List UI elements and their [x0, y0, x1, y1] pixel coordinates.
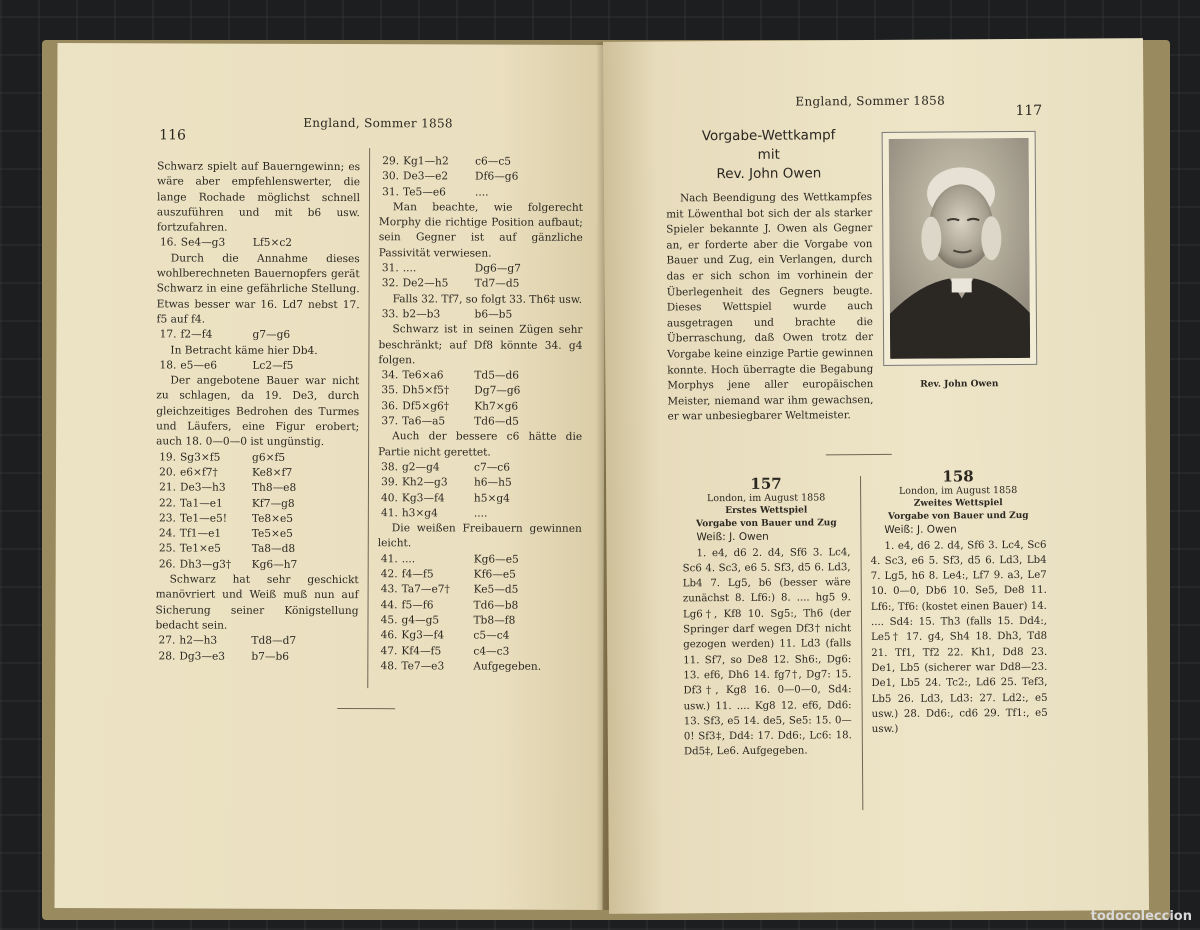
black-move: Aufgegeben. [473, 660, 542, 673]
black-move: Df6—g6 [475, 170, 519, 183]
move-number: 38. [381, 461, 399, 474]
move-number: 47. [380, 644, 398, 657]
comment-paragraph: Falls 32. Tf7, so folgt 33. Th6‡ usw. [392, 292, 583, 306]
title-line: Rev. John Owen [716, 165, 822, 183]
move-list [378, 368, 582, 430]
move-row [156, 358, 359, 374]
move-row [377, 628, 581, 644]
white-move: Ta7—e7† [401, 583, 450, 596]
move-row [378, 582, 582, 598]
move-number: 48. [380, 659, 398, 673]
black-move: g6×f5 [252, 451, 286, 464]
move-number: 25. [158, 542, 176, 555]
white-move: Dh5×f5† [402, 384, 450, 397]
white-move: .... [401, 552, 416, 566]
black-move: c4—c3 [473, 645, 510, 658]
game-place: London, im August 1858 [706, 492, 826, 505]
move-number: 33. [381, 308, 399, 321]
move-number: 36. [381, 399, 399, 412]
black-move: Td7—d5 [474, 277, 520, 291]
game-place: London, im August 1858 [898, 485, 1018, 498]
move-number: 32. [381, 277, 399, 290]
comment-paragraph: Auch der bessere c6 hätte die Partie nicht gerettet. [378, 430, 583, 459]
white-move: Dg3—e3 [179, 649, 226, 663]
black-move: h5×g4 [473, 492, 510, 505]
move-row [156, 465, 359, 481]
black-move: Kg6—e5 [473, 553, 519, 566]
black-move: Lf5×c2 [252, 237, 293, 250]
move-row [379, 261, 583, 277]
move-row [379, 277, 583, 293]
move-list [378, 460, 582, 522]
move-number: 35. [381, 384, 399, 397]
black-move: Td5—d6 [474, 369, 520, 382]
black-move: .... [474, 186, 489, 199]
white-player: Weiß: J. Owen [696, 531, 769, 544]
move-row [378, 414, 582, 430]
move-number: 24. [158, 527, 176, 540]
move-row [378, 567, 582, 583]
running-head-right: England, Sommer 1858 [795, 93, 946, 109]
black-move: Td8—d7 [251, 634, 297, 648]
move-number: 46. [380, 629, 398, 642]
move-number: 39. [381, 476, 399, 489]
move-row [156, 450, 359, 466]
black-move: c5—c4 [473, 629, 510, 642]
black-move: Dg7—g6 [474, 384, 521, 398]
white-move: f5—f6 [401, 598, 434, 611]
comment-paragraph: Durch die Annahme dieses wohlberechneten Bauernopfers gerät Schwarz in eine gefährliche Stellung. Etwas besser war 16. Ld7 nebst 17. f5 auf f4. [156, 252, 360, 326]
page-number-right: 117 [1015, 102, 1043, 120]
black-move: Kf7—g8 [251, 497, 295, 510]
black-move: Te8×e5 [251, 512, 294, 525]
move-row [379, 154, 583, 170]
move-row [378, 399, 582, 415]
move-number: 44. [380, 598, 398, 611]
move-number: 30. [382, 170, 400, 183]
game-number: 158 [942, 467, 974, 486]
running-head-left: England, Sommer 1858 [303, 115, 453, 131]
move-number: 27. [158, 634, 176, 647]
move-row [156, 557, 359, 573]
left-page [54, 43, 605, 910]
move-row [155, 649, 358, 665]
move-number: 18. [159, 359, 177, 372]
move-row [378, 506, 582, 522]
left-column-1 [155, 159, 360, 665]
game-subtitle: Vorgabe von Bauer und Zug [695, 518, 837, 530]
white-move: Kf4—f5 [401, 644, 442, 657]
left-column-2 [377, 154, 583, 675]
end-rule [337, 708, 395, 709]
black-move: b6—b5 [474, 308, 513, 321]
move-number: 17. [159, 328, 177, 341]
move-row [379, 169, 583, 185]
white-move: Kh2—g3 [401, 476, 448, 489]
black-move: c6—c5 [475, 155, 512, 168]
white-move: De2—h5 [402, 277, 449, 290]
title-line: mit [757, 146, 780, 163]
move-list [379, 154, 583, 201]
move-number: 43. [380, 583, 398, 596]
game-157 [682, 476, 852, 760]
right-page [603, 38, 1149, 914]
white-move: Ta1—e1 [179, 497, 223, 510]
white-move: h2—h3 [179, 634, 218, 647]
portrait-photo [882, 131, 1038, 366]
comment-paragraph: Schwarz ist in seinen Zügen sehr beschränkt; auf Df8 könnte 34. g4 folgen. [378, 323, 583, 367]
move-row [377, 659, 581, 675]
move-number: 42. [380, 568, 398, 581]
white-move: h3×g4 [401, 507, 438, 520]
white-move: Ta6—a5 [402, 415, 446, 428]
black-move: Lc2—f5 [252, 359, 294, 372]
move-number: 19. [159, 451, 177, 464]
comment-paragraph: Die weißen Freibauern gewinnen leicht. [377, 522, 582, 550]
black-move: Te5×e5 [251, 527, 293, 540]
move-row [156, 328, 359, 344]
move-number: 20. [159, 466, 177, 479]
watermark: todocoleccion [1090, 909, 1192, 924]
white-move: De3—e2 [403, 170, 449, 183]
white-move: f4—f5 [401, 568, 434, 581]
move-number: 28. [158, 649, 176, 662]
portrait-image [889, 138, 1031, 359]
white-move: Dh3—g3† [179, 558, 232, 571]
white-move: Kg3—f4 [401, 629, 445, 642]
white-move: Te7—e3 [401, 660, 445, 673]
move-row [156, 496, 359, 512]
comment-paragraph: Schwarz hat sehr geschickt manövriert und Weiß muß nun auf Sicherung seiner Königstellung bedacht sein. [155, 573, 359, 632]
photo-caption: Rev. John Owen [920, 379, 999, 390]
move-number: 40. [381, 491, 398, 504]
black-move: .... [473, 507, 488, 520]
move-row [156, 542, 359, 558]
game-subtitle: Zweites Wettspiel [913, 498, 1003, 510]
white-move: Se4—g3 [180, 236, 226, 250]
black-move: Th8—e8 [251, 481, 297, 495]
white-player: Weiß: J. Owen [884, 523, 957, 537]
move-number: 16. [159, 236, 177, 249]
comment-paragraph: In Betracht käme hier Db4. [170, 344, 318, 357]
move-row [156, 527, 359, 543]
move-number: 31. [381, 262, 399, 275]
white-move: Tf1—e1 [179, 527, 222, 540]
comment-paragraph: Man beachte, wie folgerecht Morphy die richtige Position aufbaut; sein Gegner ist auf gänzliche Passivität verwiesen. [378, 201, 583, 260]
move-row [378, 552, 582, 568]
game-158 [870, 469, 1048, 738]
intro-text-narrow [666, 190, 874, 425]
move-row [156, 511, 359, 527]
game-moves: 1. e4, d6 2. d4, Sf6 3. Lc4, Sc6 4. Sc3, e6 5. Sf3, d5 6. Ld3, Lb4 7. Lg5, h6 8. Le4:, Lf7 9. a3, Le7 10. 0—0, Db6 10. Se5, De8 11. Lf6:, Tf6: (kostet einen Bauer) 14. .... Sd4: 15. Th3 (falls 15. Dd4:, Le5† 17. g4, Sh4 18. Dh3, Td8 21. Tf1, Tf2 22. Kh1, Dd8 23. De1, Lb5 (sicherer war Dd8—23. De1, Lb5 24. Tc2:, Ld6 25. Tef3, Lb5 26. Ld3, Ld3: 27. Ld2:, e5 usw.) 28. Dd6:, cd6 29. Tf1:, e5 usw.) [870, 539, 1048, 736]
move-number: 31. [382, 185, 400, 198]
title-line: Vorgabe-Wettkampf [701, 127, 836, 145]
white-move: Te5—e6 [402, 185, 446, 198]
white-move: Sg3×f5 [180, 451, 221, 464]
column-divider [367, 148, 370, 688]
game-subtitle: Erstes Wettspiel [725, 505, 808, 517]
move-list [156, 450, 359, 573]
black-move: h6—h5 [473, 476, 512, 489]
move-row [378, 491, 582, 507]
black-move: Kg6—h7 [251, 558, 298, 571]
move-row [378, 384, 582, 400]
move-number: 21. [159, 481, 176, 494]
white-move: De3—h3 [179, 481, 226, 494]
black-move: Ta8—d8 [251, 543, 296, 556]
move-number: 45. [380, 614, 398, 627]
move-row [378, 598, 582, 614]
game-subtitle: Vorgabe von Bauer und Zug [887, 510, 1029, 522]
black-move: Kf6—e5 [473, 568, 516, 581]
white-move: Df5×g6† [402, 400, 450, 413]
white-move: f2—f4 [180, 328, 213, 341]
black-move: Dg6—g7 [474, 262, 521, 275]
black-move: g7—g6 [252, 328, 291, 342]
move-number: 41. [380, 507, 398, 520]
game-moves: 1. e4, d6 2. d4, Sf6 3. Lc4, Sc6 4. Sc3, e6 5. Sf3, d5 6. Ld3, Lb4 7. Lg5, b6 (besser wäre zunächst 8. Lf6:) 8. .... hg5 9. Lg6†, Kf8 10. Sg5:, Th6 (der Springer darf wegen Df3† nicht gezogen werden) 11. Ld3 (falls 11. Sf7, so De8 12. Sh6:, Dg6: 13. ef6, Dh6 14. fg7†, Dg7: 15. Df3†, Kg8 16. 0—0—0, Sd4: usw.) 11. .... Kg8 12. ef6, Dd6: 13. Sf3, e5 14. de5, Se5: 15. 0—0! Sf3‡, Dd4: 17. Dd6:, Lc6: 18. Dd5‡, Le6. Aufgegeben. [682, 546, 852, 758]
black-move: b7—b6 [251, 650, 290, 663]
white-move: Te1×e5 [179, 542, 221, 556]
move-row [155, 634, 358, 650]
move-list [377, 552, 581, 675]
move-row [378, 475, 582, 491]
move-number: 41. [380, 552, 398, 565]
move-number: 34. [381, 369, 399, 382]
move-row [157, 236, 360, 252]
black-move: Td6—d5 [474, 415, 519, 428]
comment-paragraph: Schwarz spielt auf Bauerngewinn; es wäre aber empfehlenswerter, die lange Rochade möglichst schnell auszuführen und mit b6 usw. fortzufahren. [156, 160, 361, 234]
intro-paragraph: Nach Beendigung des Wettkampfes mit Löwenthal bot sich der als starker Spieler bekannte J. Owen als Gegner an, er forderte aber die Vorgabe von Bauer und Zug, ein Verlangen, durch das er sich schon im vorhinein der Überlegenheit des Gegners beugte. Dieses Wettspiel wurde auch ausgetragen und brachte die Überraschung, daß Owen trotz der Vorgabe keine einzige Partie gewinnen konnte. Hoch überragte die Begabung Morphys jene aller europäischen Meister, niemand war ihm gewachsen, er war unbesiegbarer Weltmeister. [666, 191, 874, 423]
black-move: Td6—b8 [473, 599, 519, 612]
section-rule [826, 454, 892, 455]
move-row [378, 460, 582, 476]
black-move: Ke8×f7 [251, 466, 293, 479]
white-move: b2—b3 [402, 308, 441, 321]
move-list [379, 261, 583, 292]
page-number-left: 116 [159, 127, 186, 144]
comment-paragraph: Der angebotene Bauer war nicht zu schlagen, da 19. De3, durch gleichzeitiges Bedrohen des Turmes und Läufers, eine Figur erobert; auch 18. 0—0—0 ist ungünstig. [156, 374, 360, 449]
move-number: 29. [382, 155, 400, 168]
white-move: Te6×a6 [402, 369, 444, 382]
move-number: 23. [158, 512, 176, 525]
move-row [156, 481, 359, 497]
move-list [155, 634, 358, 665]
move-number: 22. [159, 496, 176, 509]
white-move: e5—e6 [180, 359, 218, 372]
move-row [379, 307, 583, 323]
white-move: e6×f7† [179, 466, 218, 479]
black-move: Ke5—d5 [473, 583, 519, 596]
game-number: 157 [750, 474, 782, 493]
white-move: g4—g5 [401, 614, 440, 627]
move-row [377, 644, 581, 660]
white-move: Kg1—h2 [403, 155, 449, 168]
white-move: Kg3—f4 [401, 491, 445, 504]
white-move: .... [402, 262, 417, 275]
move-number: 26. [158, 558, 176, 571]
move-number: 37. [381, 415, 399, 428]
move-row [378, 368, 582, 384]
section-title [664, 126, 874, 184]
black-move: Kh7×g6 [474, 400, 519, 413]
white-move: g2—g4 [402, 461, 440, 474]
move-row [377, 613, 581, 629]
black-move: Tb8—f8 [473, 614, 516, 627]
black-move: c7—c6 [474, 461, 511, 474]
game-divider [860, 476, 863, 810]
white-move: Te1—e5! [179, 512, 227, 525]
move-row [379, 185, 583, 201]
